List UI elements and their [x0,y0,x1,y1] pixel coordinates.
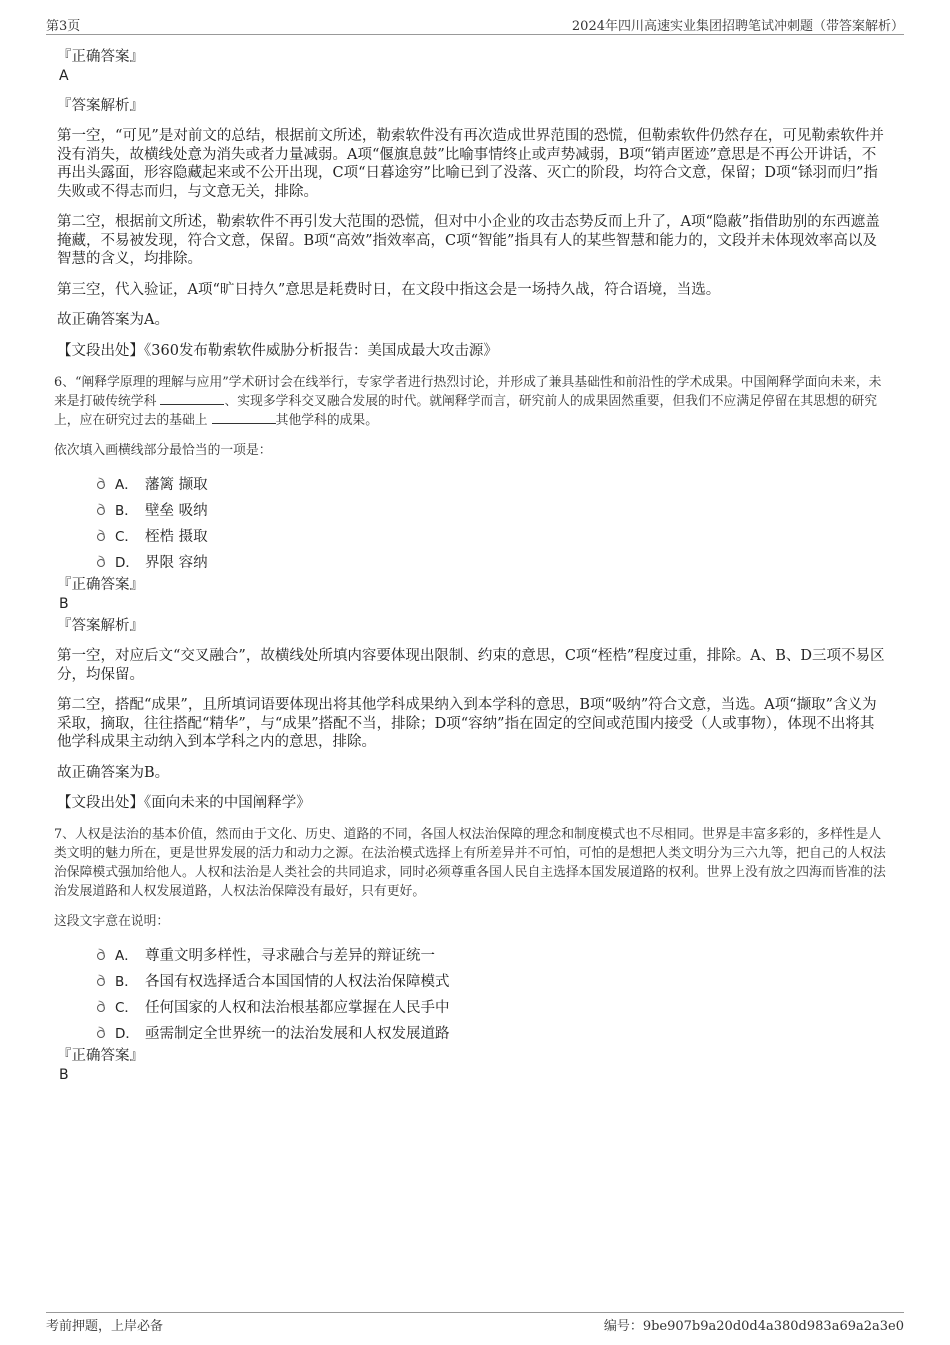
analysis-paragraph: 第三空，代入验证，A项“旷日持久”意思是耗费时日，在文段中指这会是一场持久战，符合语境，当选。 [57,281,721,298]
correct-answer: B [59,1066,69,1083]
radio-button[interactable] [97,533,105,541]
answer-conclusion: 故正确答案为A。 [57,312,169,328]
question-7-options [57,943,887,1047]
option-c[interactable]: C． 桎梏 摄取 [97,524,887,550]
blank-line [160,392,224,405]
radio-button[interactable] [97,481,105,489]
answer-label: 『正确答案』 [57,577,144,593]
answer-label: 『正确答案』 [57,49,144,65]
text-source: 【文段出处】《360发布勒索软件威胁分析报告：美国成最大攻击源》 [57,342,498,359]
correct-answer: B [59,596,69,612]
analysis-paragraph: 第二空，根据前文所述，勒索软件不再引发大范围的恐慌，但对中小企业的攻击态势反而上升了，A项“隐蔽”指借助别的东西遮盖掩藏，不易被发现，符合文意，保留。B项“高效”指效率高，C项“智能”指具有人的某些智慧和能力的，文段并未体现效率高以及智慧的含义，均排除。 [57,214,880,267]
page-footer [46,1312,904,1333]
footer-slogan: 考前押题，上岸必备 [46,1319,164,1334]
page-header [46,14,904,35]
analysis-label: 『答案解析』 [57,618,144,634]
question-6-text: 6、“阐释学原理的理解与应用”学术研讨会在线举行，专家学者进行热烈讨论，并形成了兼具基础性和前沿性的学术成果。中国阐释学面向未来，未来是打破传统学科 、实现多学科交叉融合发展的时代。就阐释学而言，研究前人的成果固然重要，但我们不应满足停留在其思想的研究上，应在研究过去的基础上 其他学科的成果。 [54,375,882,428]
radio-button[interactable] [97,559,105,567]
question-7-prompt: 这段文字意在说明： [54,913,170,929]
page-content [54,48,887,1085]
correct-answer: A [59,68,69,84]
question-7-text: 7、人权是法治的基本价值，然而由于文化、历史、道路的不同，各国人权法治保障的理念和制度模式也不尽相同。世界是丰富多彩的，多样性是人类文明的魅力所在，更是世界发展的活力和动力之源。在法治模式选择上有所差异并不可怕，可怕的是想把人类文明分为三六九等，把自己的人权法治保障模式强加给他人。人权和法治是人类社会的共同追求，同时必须尊重各国人民自主选择本国发展道路的权利。世界上没有放之四海而皆准的法治发展道路和人权发展道路，人权法治保障没有最好，只有更好。 [54,826,886,899]
radio-button[interactable] [97,952,105,960]
analysis-label: 『答案解析』 [57,98,144,114]
analysis-paragraph: 第一空，“可见”是对前文的总结，根据前文所述，勒索软件没有再次造成世界范围的恐慌，但勒索软件仍然存在，可见勒索软件并没有消失，故横线处意为消失或者力量减弱。A项“偃旗息鼓”比喻事情终止或声势减弱，B项“销声匿迹”意思是不再公开讲话，不再出头露面，形容隐藏起来或不公开出现，C项“日暮途穷”比喻已到了没落、灭亡的阶段，均符合文意，保留；D项“铩羽而归”指失败或不得志而归，与文意无关，排除。 [57,128,884,200]
analysis-paragraph: 第一空，对应后文“交叉融合”，故横线处所填内容要体现出限制、约束的意思，C项“桎梏”程度过重，排除。A、B、D三项不易区分，均保留。 [57,648,885,683]
analysis-paragraph: 第二空，搭配“成果”，且所填词语要体现出将其他学科成果纳入到本学科的意思，B项“吸纳”符合文意，当选。A项“撷取”含义为采取，摘取，往往搭配“精华”，与“成果”搭配不当，排除；D项“容纳”指在固定的空间或范围内接受（人或事物），体现不出将其他学科成果主动纳入到本学科之内的意思，排除。 [57,697,877,750]
answer-label: 『正确答案』 [57,1047,144,1064]
question-6-options [57,472,887,576]
document-id: 编号：9be907b9a20d0d4a380d983a69a2a3e0 [603,1319,904,1334]
radio-button[interactable] [97,978,105,986]
text-source: 【文段出处】《面向未来的中国阐释学》 [57,795,311,811]
option-b[interactable]: B． 壁垒 吸纳 [97,498,887,524]
option-a[interactable]: A． 藩篱 撷取 [97,472,887,498]
option-a[interactable]: A． 尊重文明多样性，寻求融合与差异的辩证统一 [97,943,887,969]
radio-button[interactable] [97,1004,105,1012]
option-d[interactable]: D． 亟需制定全世界统一的法治发展和人权发展道路 [97,1021,887,1047]
document-title: 2024年四川高速实业集团招聘笔试冲刺题（带答案解析） [571,19,904,34]
blank-line [212,411,276,424]
radio-button[interactable] [97,1030,105,1038]
option-c[interactable]: C． 任何国家的人权和法治根基都应掌握在人民手中 [97,995,887,1021]
option-d[interactable]: D． 界限 容纳 [97,550,887,576]
question-6-prompt: 依次填入画横线部分最恰当的一项是： [54,443,272,458]
option-b[interactable]: B． 各国有权选择适合本国国情的人权法治保障模式 [97,969,887,995]
answer-conclusion: 故正确答案为B。 [57,764,170,781]
radio-button[interactable] [97,507,105,515]
page-number: 第3页 [46,19,81,34]
